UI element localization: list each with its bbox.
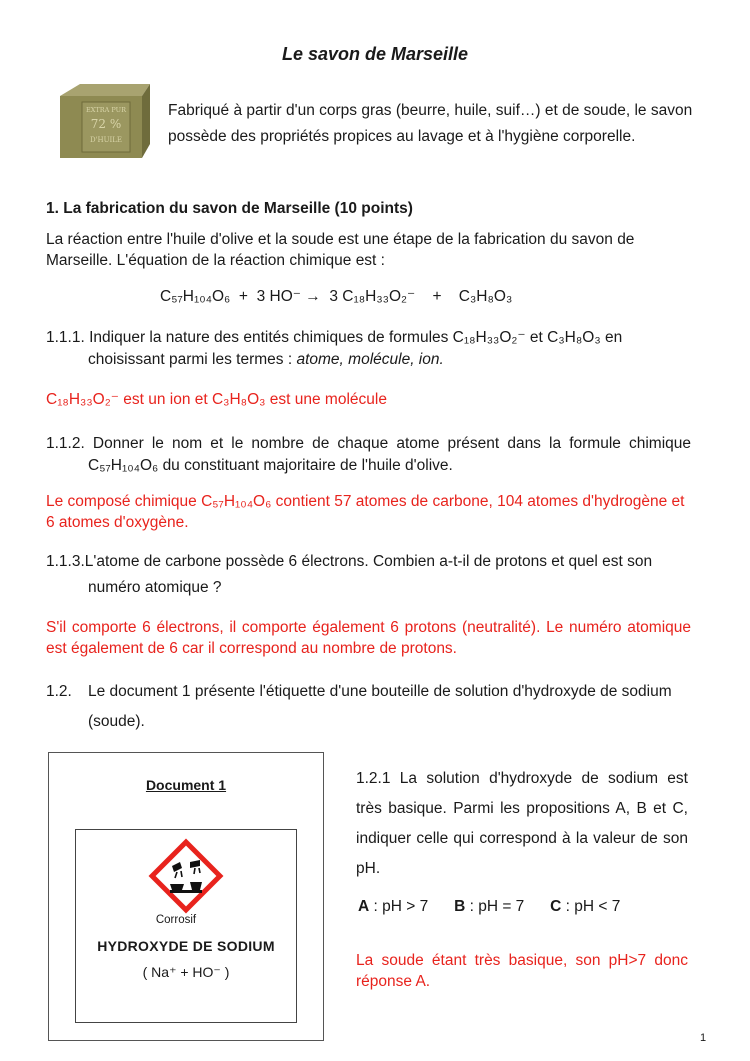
soap-stamp-line: 72 % <box>90 117 122 131</box>
substance-name: HYDROXYDE DE SODIUM <box>97 938 275 954</box>
plus-sign: + <box>432 288 442 305</box>
product-glycerol: C₃H₈O₃ <box>458 288 513 305</box>
choice-b-letter: B <box>454 898 466 915</box>
plus-sign: + <box>238 288 248 305</box>
soap-cube-image <box>52 82 150 158</box>
question-number: 1.2. <box>46 683 72 700</box>
answer-1-1-3: S'il comporte 6 électrons, il comporte également 6 protons (neutralité). Le numéro atomique est également de 6 car il correspond au nombre de protons. <box>46 619 691 657</box>
question-number: 1.1.3. <box>46 553 85 570</box>
document-1-box <box>48 752 324 1041</box>
question-number: 1.1.1. <box>46 329 85 346</box>
corrosive-pictogram-icon <box>148 838 224 914</box>
choice-a: : pH > 7 <box>369 898 429 915</box>
document-title: Document 1 <box>145 777 227 793</box>
product-carboxylate: 3 C₁₈H₃₃O₂⁻ <box>329 288 416 305</box>
question-terms: atome, molécule, ion. <box>296 351 444 368</box>
reactant-oil: C₅₇H₁₀₄O₆ <box>160 288 231 305</box>
pictogram-label: Corrosif <box>155 914 197 926</box>
choice-a-letter: A <box>358 898 370 915</box>
section-heading: 1. La fabrication du savon de Marseille (10 points) <box>46 200 413 217</box>
question-1-2-1: 1.2.1 La solution d'hydroxyde de sodium est très basique. Parmi les propositions A, B et C, indiquer celle qui correspond à la valeur de son pH. <box>356 770 688 877</box>
answer-1-1-2: Le composé chimique C₅₇H₁₀₄O₆ contient 57 atomes de carbone, 104 atomes d'hydrogène et 6 atomes d'oxygène. <box>46 493 685 531</box>
answer-1-2-1: La soude étant très basique, son pH>7 donc réponse A. <box>356 952 688 990</box>
choice-b: : pH = 7 <box>465 898 525 915</box>
choice-c-letter: C <box>550 898 562 915</box>
question-1-1-3 <box>46 549 691 601</box>
section-text: La réaction entre l'huile d'olive et la soude est une étape de la fabrication du savon de Marseille. L'équation de la réaction chimique est : <box>46 231 635 269</box>
product-label <box>75 829 297 1023</box>
soap-stamp-line: D'HUILE <box>89 136 123 144</box>
arrow-icon: → <box>305 288 321 305</box>
question-text: Donner le nom et le nombre de chaque atome présent dans la formule chimique C₅₇H₁₀₄O₆ du constituant majoritaire de l'huile d'olive. <box>88 435 692 474</box>
intro-paragraph: Fabriqué à partir d'un corps gras (beurre, huile, suif…) et de soude, le savon possède des propriétés propices au lavage et à l'hygiène corporelle. <box>168 102 693 145</box>
answer-1-1-1: C₁₈H₃₃O₂⁻ est un ion et C₃H₈O₃ est une molécule <box>46 391 387 408</box>
page-title: Le savon de Marseille <box>281 44 469 64</box>
chemical-equation <box>160 287 512 306</box>
question-1-2 <box>46 677 691 737</box>
soap-stamp-line: EXTRA PUR <box>86 106 126 114</box>
substance-formula: ( Na⁺ + HO⁻ ) <box>142 964 230 980</box>
page-number: 1 <box>700 1032 707 1044</box>
question-number: 1.1.2. <box>46 435 85 452</box>
ph-choices <box>358 898 620 916</box>
question-1-1-1 <box>46 327 691 371</box>
question-text: Indiquer la nature des entités chimiques de formules C₁₈H₃₃O₂⁻ et C₃H₈O₃ en choisissant parmi les termes : <box>88 329 623 368</box>
question-text: L'atome de carbone possède 6 électrons. Combien a-t-il de protons et quel est son numéro atomique ? <box>84 553 653 596</box>
question-text: Le document 1 présente l'étiquette d'une bouteille de solution d'hydroxyde de sodium (soude). <box>88 683 672 730</box>
choice-c: : pH < 7 <box>561 898 621 915</box>
question-1-1-2 <box>46 433 691 477</box>
reactant-hydroxide: 3 HO⁻ <box>256 288 301 305</box>
